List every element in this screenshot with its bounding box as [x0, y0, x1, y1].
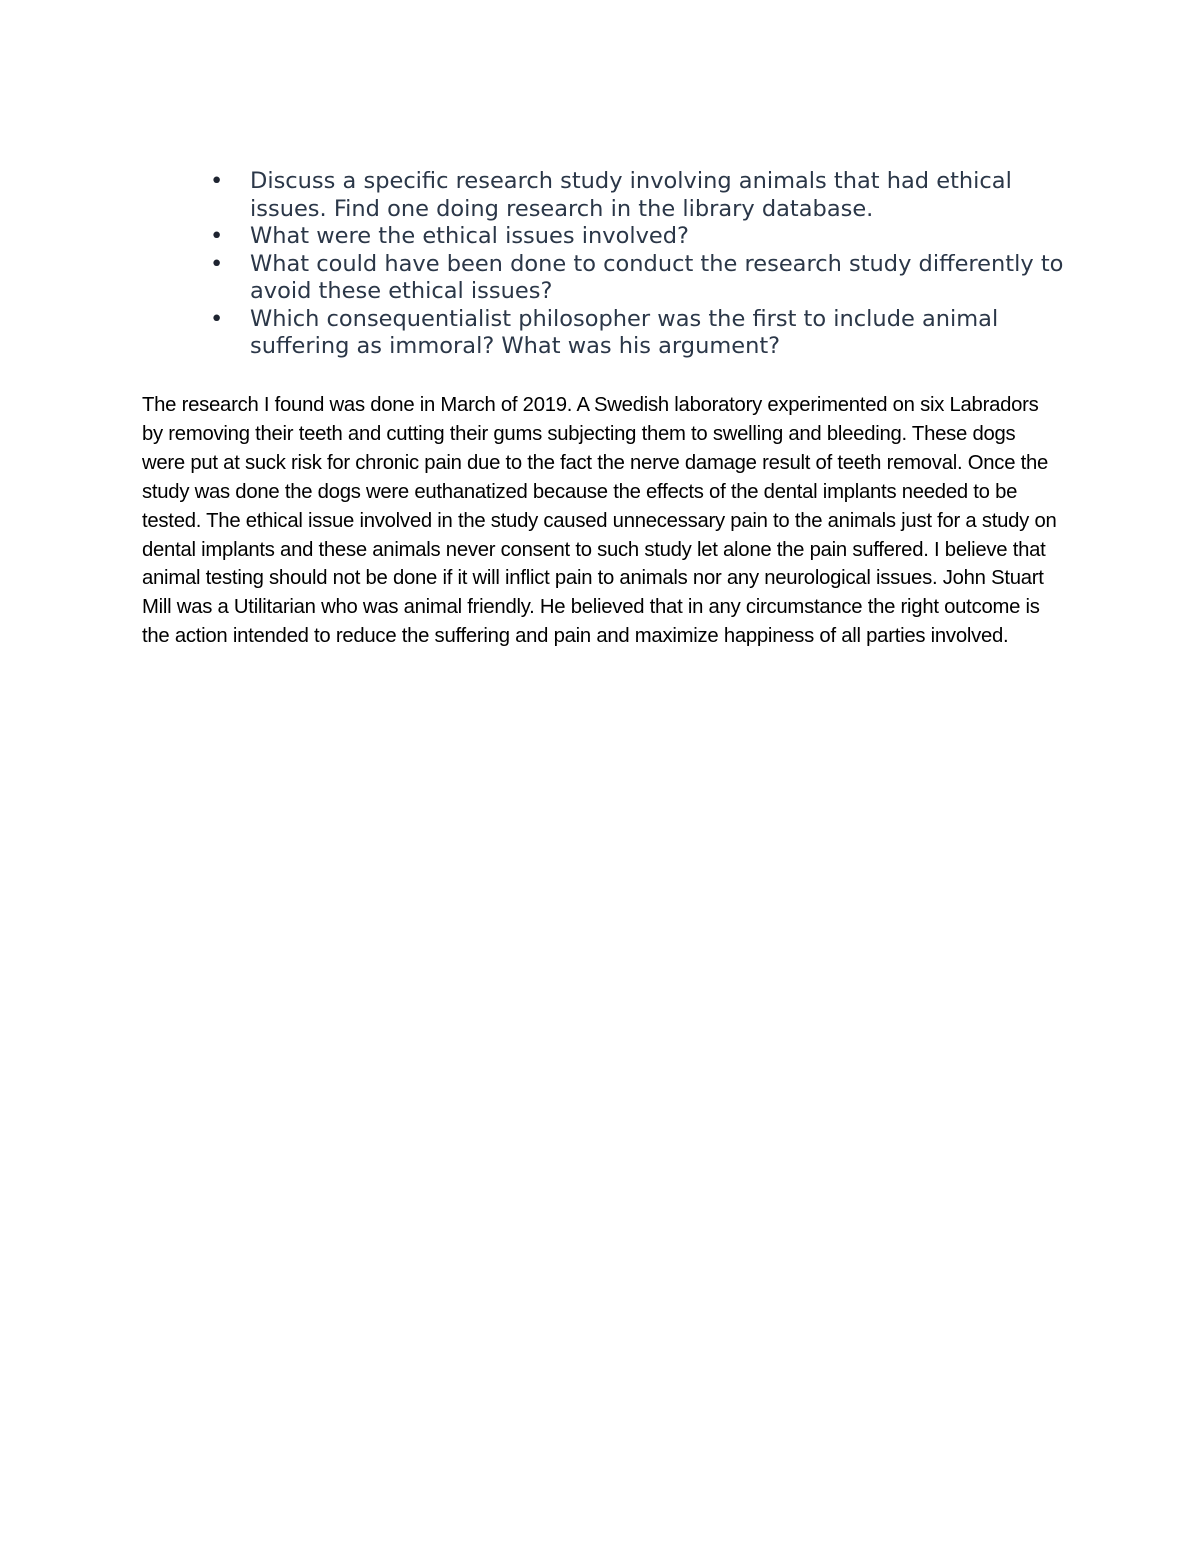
prompt-text: Discuss a specific research study involving animals that had ethical issues. Find one doing research in the library database.: [250, 168, 1012, 222]
prompt-item: [210, 306, 1070, 361]
prompt-list: [210, 168, 1070, 361]
bullet-icon: •: [210, 305, 224, 332]
prompt-item: [210, 168, 1070, 223]
prompt-text: What could have been done to conduct the research study differently to avoid these ethical issues?: [250, 250, 1064, 304]
bullet-icon: •: [210, 250, 224, 277]
prompt-item: [210, 251, 1070, 306]
bullet-icon: •: [210, 223, 224, 249]
prompt-text: Which consequentialist philosopher was the first to include animal suffering as immoral? What was his argument?: [250, 305, 999, 359]
prompt-text: What were the ethical issues involved?: [250, 223, 689, 249]
response-paragraph: The research I found was done in March of 2019. A Swedish laboratory experimented on six Labradors by removing their teeth and cutting their gums subjecting them to swelling and bleeding. These dogs were put at suck risk for chronic pain due to the fact the nerve damage result of teeth removal. Once the study was done the dogs were euthanatized because the effects of the dental implants needed to be tested. The ethical issue involved in the study caused unnecessary pain to the animals just for a study on dental implants and these animals never consent to such study let alone the pain suffered. I believe that animal testing should not be done if it will inflict pain to animals nor any neurological issues. John Stuart Mill was a Utilitarian who was animal friendly. He believed that in any circumstance the right outcome is the action intended to reduce the suffering and pain and maximize happiness of all parties involved.: [142, 394, 1057, 648]
bullet-icon: •: [210, 168, 224, 194]
prompt-item: [210, 223, 1070, 251]
